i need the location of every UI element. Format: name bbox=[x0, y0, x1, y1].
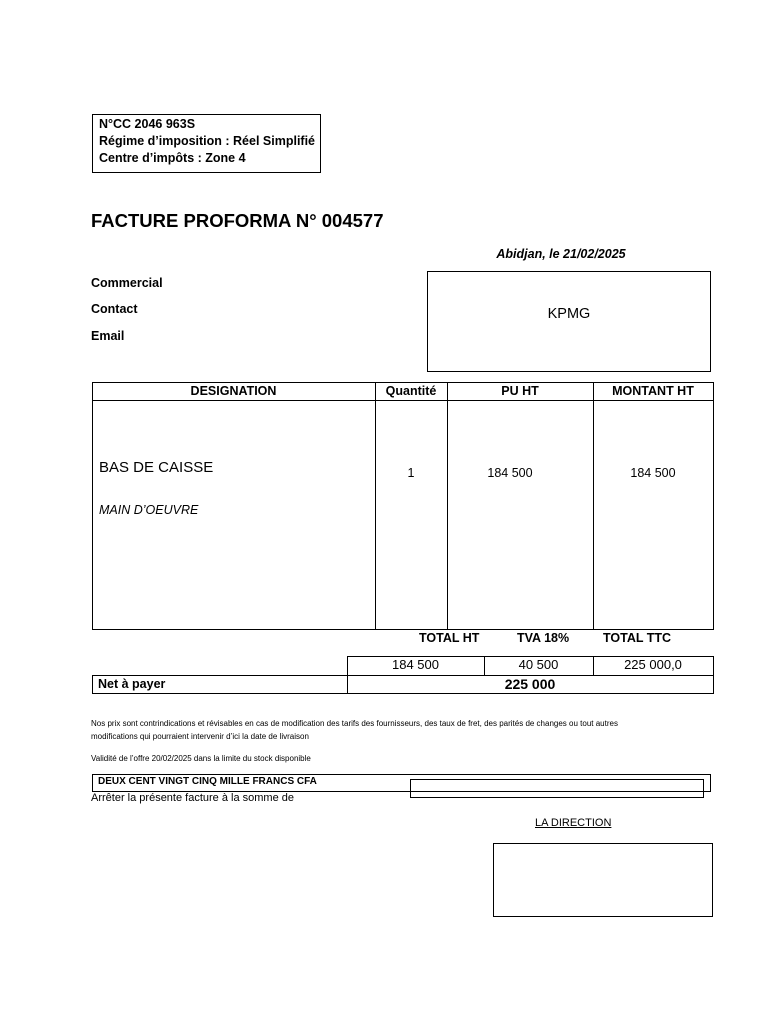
amount-in-words: DEUX CENT VINGT CINQ MILLE FRANCS CFA bbox=[98, 776, 317, 787]
closing-sentence: Arrêter la présente facture à la somme de bbox=[91, 792, 294, 804]
table-col-divider bbox=[447, 382, 448, 630]
tax-center: Centre d’impôts : Zone 4 bbox=[99, 151, 246, 165]
table-border-bottom bbox=[92, 629, 713, 630]
net-border-left bbox=[92, 675, 93, 694]
total-ttc-label: TOTAL TTC bbox=[603, 631, 672, 645]
client-name: KPMG bbox=[547, 306, 591, 322]
direction-label: LA DIRECTION bbox=[535, 817, 612, 829]
tax-regime: Régime d’imposition : Réel Simplifié bbox=[99, 134, 316, 148]
item-amount: 184 500 bbox=[630, 466, 676, 480]
tax-info-box bbox=[92, 114, 321, 173]
email-label: Email bbox=[91, 329, 125, 343]
table-header-divider bbox=[92, 400, 713, 401]
table-border-left bbox=[92, 382, 93, 630]
commercial-label: Commercial bbox=[91, 276, 163, 290]
table-border-top bbox=[92, 382, 713, 383]
amount-inner-box bbox=[410, 779, 704, 798]
place-date: Abidjan, le 21/02/2025 bbox=[496, 247, 626, 261]
item-detail: MAIN D’OEUVRE bbox=[99, 503, 199, 517]
signature-box bbox=[493, 843, 713, 917]
validity-note: Validité de l’offre 20/02/2025 dans la limite du stock disponible bbox=[91, 754, 311, 763]
total-ttc-value: 225 000,0 bbox=[624, 657, 682, 672]
table-col-divider bbox=[375, 382, 376, 630]
header-unit-price: PU HT bbox=[501, 384, 539, 398]
tva-value: 40 500 bbox=[518, 657, 559, 672]
net-to-pay-label: Net à payer bbox=[98, 677, 166, 691]
client-box bbox=[427, 271, 711, 372]
total-ht-value: 184 500 bbox=[392, 657, 439, 672]
cc-number: N°CC 2046 963S bbox=[99, 117, 196, 131]
invoice-title: FACTURE PROFORMA N° 004577 bbox=[91, 210, 384, 231]
table-border-right bbox=[713, 382, 714, 630]
tva-label: TVA 18% bbox=[517, 631, 570, 645]
total-ht-label: TOTAL HT bbox=[419, 631, 480, 645]
table-col-divider bbox=[593, 382, 594, 630]
header-designation: DESIGNATION bbox=[190, 384, 277, 398]
contact-label: Contact bbox=[91, 302, 138, 316]
disclaimer-line-1: Nos prix sont contrindications et révisables en cas de modification des tarifs des fournisseurs, des taux de fret, des parités de changes ou tout autres bbox=[91, 719, 618, 728]
item-quantity: 1 bbox=[407, 466, 415, 480]
item-designation: BAS DE CAISSE bbox=[99, 459, 214, 476]
header-quantity: Quantité bbox=[385, 384, 437, 398]
item-unit-price: 184 500 bbox=[487, 466, 533, 480]
totals-border-right bbox=[713, 656, 714, 694]
disclaimer-line-2: modifications qui pourraient intervenir d’ici la date de livraison bbox=[91, 732, 309, 741]
totals-border-bottom bbox=[92, 693, 713, 694]
header-amount: MONTANT HT bbox=[612, 384, 694, 398]
net-to-pay-value: 225 000 bbox=[504, 676, 556, 692]
